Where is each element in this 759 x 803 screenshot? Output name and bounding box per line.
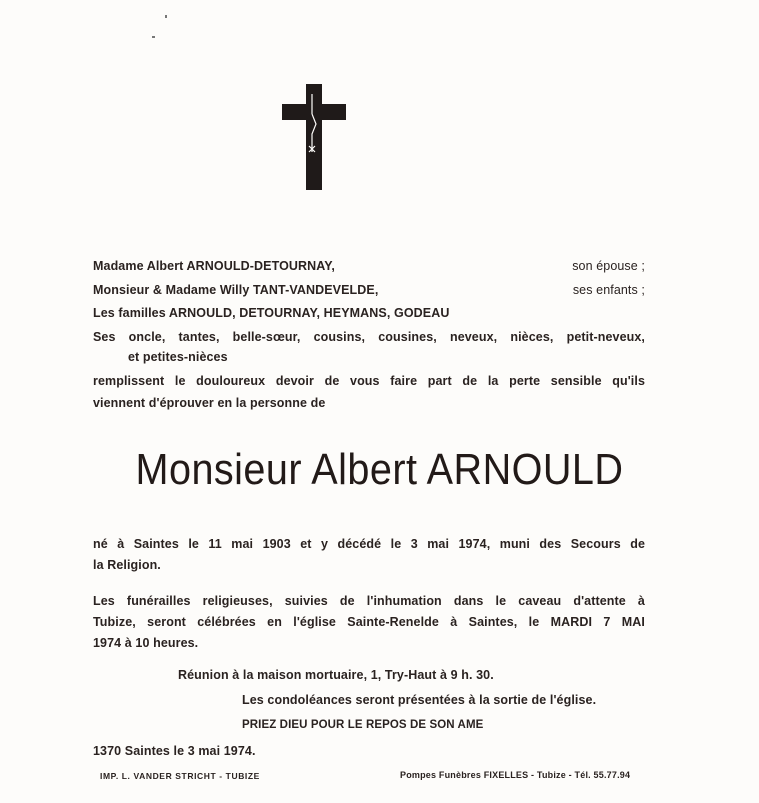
reunion-line: Réunion à la maison mortuaire, 1, Try-Haut à 9 h. 30. — [178, 668, 494, 682]
printer-credit: IMP. L. VANDER STRICHT - TUBIZE — [100, 771, 260, 781]
funeral-line-3: 1974 à 10 heures. — [93, 636, 199, 650]
place-date-line: 1370 Saintes le 3 mai 1974. — [93, 744, 256, 758]
spouse-line — [93, 259, 645, 273]
funeral-line-2: Tubize, seront célébrées en l'église Sainte-Renelde à Saintes, le MARDI 7 MAI — [93, 615, 645, 629]
birth-line-2: la Religion. — [93, 558, 161, 572]
families-line: Les familles ARNOULD, DETOURNAY, HEYMANS, GODEAU — [93, 306, 450, 320]
speck — [165, 15, 167, 18]
spouse-role: son épouse ; — [572, 259, 645, 273]
children-name: Monsieur & Madame Willy TANT-VANDEVELDE, — [93, 283, 379, 297]
condolences-line: Les condoléances seront présentées à la sortie de l'église. — [242, 693, 597, 707]
funeral-line-1: Les funérailles religieuses, suivies de l'inhumation dans le caveau d'attente à — [93, 594, 645, 608]
relatives-line-2: et petites-nièces — [128, 350, 228, 364]
cross-icon — [282, 84, 346, 190]
speck — [152, 36, 155, 38]
children-role: ses enfants ; — [572, 283, 645, 297]
announce-line-2: viennent d'éprouver en la personne de — [93, 396, 326, 410]
deceased-name: Monsieur Albert ARNOULD — [135, 445, 624, 494]
birth-line-1: né à Saintes le 11 mai 1903 et y décédé le 3 mai 1974, muni des Secours de — [93, 537, 645, 551]
announce-line-1: remplissent le douloureux devoir de vous faire part de la perte sensible qu'ils — [93, 374, 645, 388]
undertaker-credit: Pompes Funèbres FIXELLES - Tubize - Tél. 55.77.94 — [400, 770, 631, 780]
spouse-name: Madame Albert ARNOULD-DETOURNAY, — [93, 259, 335, 273]
prayer-line: PRIEZ DIEU POUR LE REPOS DE SON AME — [242, 719, 484, 731]
relatives-line-1: Ses oncle, tantes, belle-sœur, cousins, cousines, neveux, nièces, petit-neveux, — [93, 330, 645, 344]
children-line — [93, 283, 645, 297]
